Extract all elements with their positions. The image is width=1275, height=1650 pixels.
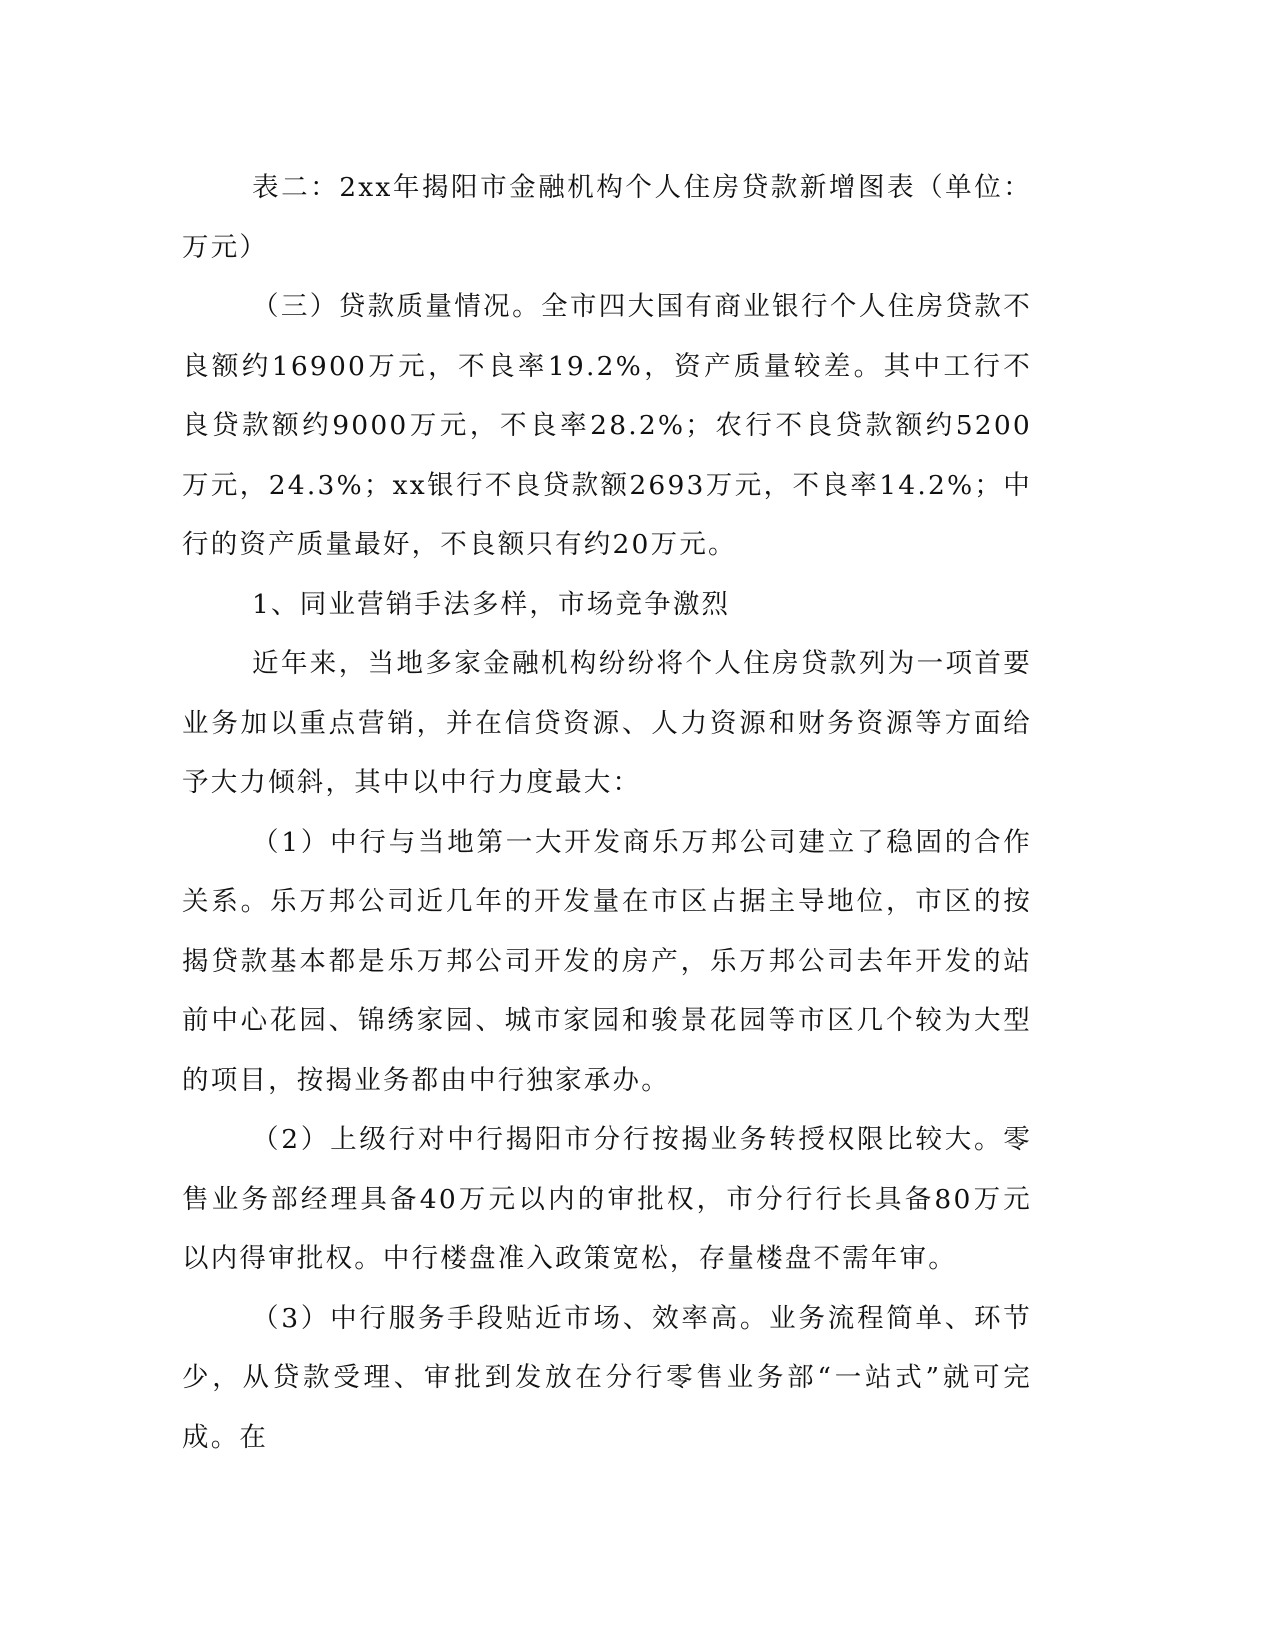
point-1-paragraph: （1）中行与当地第一大开发商乐万邦公司建立了稳固的合作关系。乐万邦公司近几年的开发量在市区占据主导地位，市区的按揭贷款基本都是乐万邦公司开发的房产，乐万邦公司去年开发的站前中心花园、锦绣家园、城市家园和骏景花园等市区几个较为大型的项目，按揭业务都由中行独家承办。 <box>182 826 1032 1096</box>
point-2-paragraph: （2）上级行对中行揭阳市分行按揭业务转授权限比较大。零售业务部经理具备40万元以内的审批权，市分行行长具备80万元以内得审批权。中行楼盘准入政策宽松，存量楼盘不需年审。 <box>182 1124 1032 1274</box>
document-body <box>182 158 1032 1467</box>
point-3-paragraph: （3）中行服务手段贴近市场、效率高。业务流程简单、环节少，从贷款受理、审批到发放在分行零售业务部“一站式”就可完成。在 <box>182 1302 1032 1453</box>
loan-quality-paragraph: （三）贷款质量情况。全市四大国有商业银行个人住房贷款不良额约16900万元，不良率19.2%，资产质量较差。其中工行不良贷款额约9000万元，不良率28.2%；农行不良贷款额约5200万元，24.3%；xx银行不良贷款额2693万元，不良率14.2%；中行的资产质量最好，不良额只有约20万元。 <box>182 291 1032 560</box>
table-caption: 表二：2xx年揭阳市金融机构个人住房贷款新增图表（单位：万元） <box>182 172 1032 263</box>
intro-paragraph: 近年来，当地多家金融机构纷纷将个人住房贷款列为一项首要业务加以重点营销，并在信贷资源、人力资源和财务资源等方面给予大力倾斜，其中以中行力度最大： <box>182 648 1032 798</box>
section-heading: 1、同业营销手法多样，市场竞争激烈 <box>252 588 731 620</box>
